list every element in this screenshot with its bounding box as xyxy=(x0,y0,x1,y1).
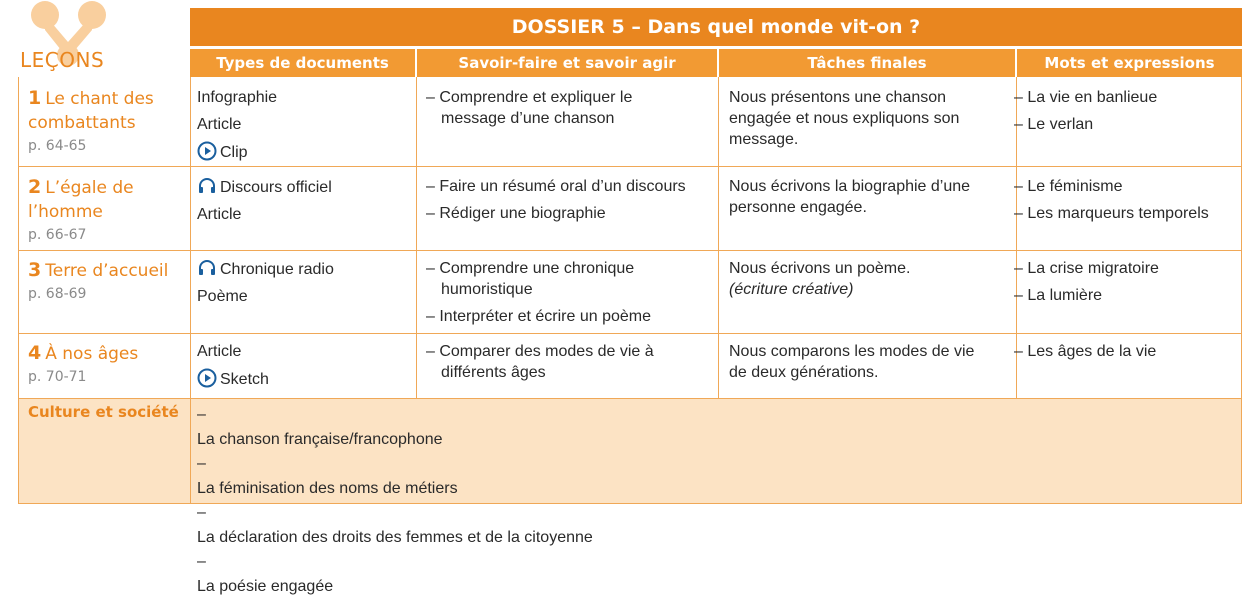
word-item: – Le féminisme xyxy=(1014,176,1209,197)
word-item: – Le verlan xyxy=(1014,114,1157,135)
lesson-pages: p. 70-71 xyxy=(28,369,87,385)
lesson-title: Terre d’accueil xyxy=(45,261,169,281)
skill-item: – Interpréter et écrire un poème xyxy=(426,306,651,327)
words-cell xyxy=(1014,258,1159,306)
document-item: Article xyxy=(197,206,242,223)
documents-cell xyxy=(197,176,332,225)
lesson-pages: p. 64-65 xyxy=(28,138,87,154)
lesson-3[interactable] xyxy=(28,258,188,305)
document-item: Infographie xyxy=(197,89,278,106)
culture-list xyxy=(197,403,593,599)
lesson-number: 1 xyxy=(28,87,42,109)
headphones-icon xyxy=(197,258,217,278)
task-line: (écriture créative) xyxy=(729,281,854,298)
header-taches-finales: Tâches finales xyxy=(719,49,1015,77)
header-mots-expressions: Mots et expressions xyxy=(1017,49,1242,77)
row-divider xyxy=(18,166,1242,167)
row-divider xyxy=(18,398,1242,399)
document-item-audio[interactable]: Chronique radio xyxy=(197,258,334,280)
lesson-number: 2 xyxy=(28,176,42,198)
culture-item: – La chanson française/francophone xyxy=(197,403,593,452)
skill-item: – Rédiger une biographie xyxy=(426,203,686,224)
words-cell xyxy=(1014,176,1209,224)
task-cell xyxy=(729,258,910,300)
skills-cell xyxy=(426,258,651,327)
word-item: – La lumière xyxy=(1014,285,1159,306)
row-divider xyxy=(18,333,1242,334)
row-divider xyxy=(18,250,1242,251)
headphones-icon xyxy=(197,176,217,196)
lesson-1[interactable] xyxy=(28,86,188,157)
document-item-video[interactable]: Clip xyxy=(197,141,277,163)
task-line: message. xyxy=(729,131,799,148)
task-line: Nous écrivons un poème. xyxy=(729,260,911,277)
words-cell xyxy=(1014,341,1156,362)
skill-item-cont: message d’une chanson xyxy=(441,110,615,127)
task-line: personne engagée. xyxy=(729,199,867,216)
task-cell xyxy=(729,341,974,383)
culture-item: – La poésie engagée xyxy=(197,550,593,599)
lesson-pages: p. 68-69 xyxy=(28,286,87,302)
task-cell xyxy=(729,87,959,150)
lesson-title-cont: combattants xyxy=(28,113,136,133)
task-line: Nous écrivons la biographie d’une xyxy=(729,178,971,195)
column-divider xyxy=(718,77,719,398)
skills-cell xyxy=(426,341,654,383)
document-item: Poème xyxy=(197,288,248,305)
task-line: de deux générations. xyxy=(729,364,879,381)
play-circle-icon xyxy=(197,368,217,388)
lesson-number: 4 xyxy=(28,342,42,364)
documents-cell xyxy=(197,341,269,390)
skill-item: – Faire un résumé oral d’un discours xyxy=(426,176,686,197)
task-line: Nous présentons une chanson xyxy=(729,89,947,106)
task-cell xyxy=(729,176,970,218)
words-cell xyxy=(1014,87,1157,135)
lesson-pages: p. 66-67 xyxy=(28,227,87,243)
header-savoir-faire: Savoir-faire et savoir agir xyxy=(417,49,717,77)
lesson-2[interactable] xyxy=(28,175,188,246)
culture-item: – La féminisation des noms de métiers xyxy=(197,452,593,501)
document-item-audio[interactable]: Discours officiel xyxy=(197,176,332,198)
task-line: engagée et nous expliquons son xyxy=(729,110,960,127)
document-item: Article xyxy=(197,343,242,360)
skill-item: – Comparer des modes de vie à xyxy=(426,341,654,362)
lesson-title-cont: l’homme xyxy=(28,202,103,222)
word-item: – La vie en banlieue xyxy=(1014,87,1157,108)
lesson-title: Le chant des xyxy=(45,89,154,109)
document-item-video[interactable]: Sketch xyxy=(197,368,269,390)
header-types-documents: Types de documents xyxy=(190,49,415,77)
play-circle-icon xyxy=(197,141,217,161)
skills-cell xyxy=(426,87,632,129)
task-line: Nous comparons les modes de vie xyxy=(729,343,975,360)
dossier-title: DOSSIER 5 – Dans quel monde vit-on ? xyxy=(190,8,1242,46)
lesson-title: À nos âges xyxy=(45,344,139,364)
skill-item-cont: différents âges xyxy=(441,364,546,381)
word-item: – La crise migratoire xyxy=(1014,258,1159,279)
skill-item: – Comprendre et expliquer le xyxy=(426,87,632,108)
lesson-number: 3 xyxy=(28,259,42,281)
document-item: Article xyxy=(197,116,242,133)
skill-item-cont: humoristique xyxy=(441,281,533,298)
culture-item: – La déclaration des droits des femmes et de la citoyenne xyxy=(197,501,593,550)
column-divider xyxy=(190,77,191,504)
word-item: – Les marqueurs temporels xyxy=(1014,203,1209,224)
lesson-title: L’égale de xyxy=(45,178,134,198)
skill-item: – Comprendre une chronique xyxy=(426,258,651,279)
documents-cell xyxy=(197,258,334,307)
documents-cell xyxy=(197,87,277,163)
skills-cell xyxy=(426,176,686,224)
column-divider xyxy=(416,77,417,398)
lesson-4[interactable] xyxy=(28,341,188,388)
section-label: LEÇONS xyxy=(20,48,105,72)
culture-title: Culture et société xyxy=(28,403,179,421)
word-item: – Les âges de la vie xyxy=(1014,341,1156,362)
